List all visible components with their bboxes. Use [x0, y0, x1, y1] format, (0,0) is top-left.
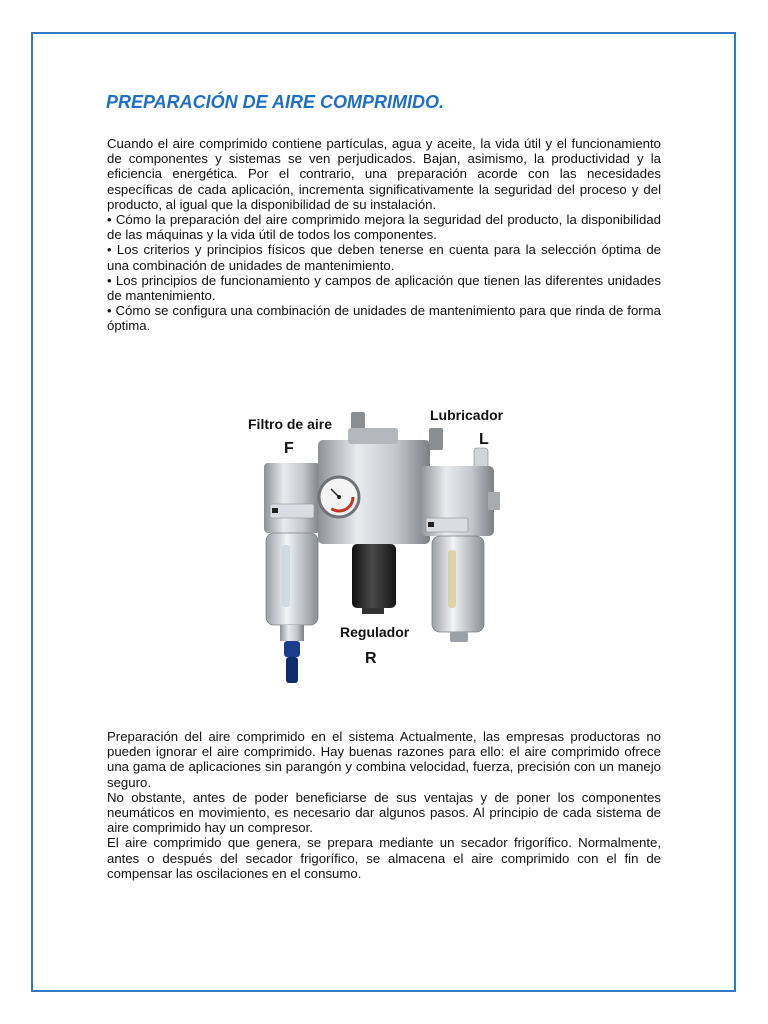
- lubricator-letter: L: [479, 431, 489, 448]
- body-paragraph: Preparación del aire comprimido en el sistema Actualmente, las empresas productoras no pueden ignorar el aire comprimido. Hay buenas razones para ello: el aire comprimido ofrece una gama de aplicaciones sin parangón y combina velocidad, fuerza, precisión con un manejo seguro.: [107, 729, 661, 790]
- lubricator-label: Lubricador: [430, 407, 504, 423]
- air-filter-unit: [264, 463, 320, 683]
- intro-text: [107, 136, 661, 334]
- regulator-letter: R: [365, 650, 377, 667]
- bullet-item: • Cómo la preparación del aire comprimido mejora la seguridad del producto, la disponibilidad de las máquinas y la vida útil de todos los componentes.: [107, 212, 661, 243]
- regulator-label: Regulador: [340, 624, 410, 640]
- regulator-unit: [318, 428, 430, 614]
- filter-label: Filtro de aire: [248, 416, 333, 432]
- bullet-item: • Los criterios y principios físicos que deben tenerse en cuenta para la selección óptima de una combinación de unidades de mantenimiento.: [107, 242, 661, 273]
- intro-paragraph: Cuando el aire comprimido contiene partículas, agua y aceite, la vida útil y el funcionamiento de componentes y sistemas se ven perjudicados. Bajan, asimismo, la productividad y la eficiencia energética. Por el contrario, una preparación acorde con las necesidades específicas de cada aplicación, incrementa significativamente la seguridad del proceso y del producto, al igual que la disponibilidad de su instalación.: [107, 136, 661, 212]
- page-title: PREPARACIÓN DE AIRE COMPRIMIDO.: [106, 92, 445, 112]
- bullet-item: • Los principios de funcionamiento y campos de aplicación que tienen las diferentes unidades de mantenimiento.: [107, 272, 661, 304]
- frl-unit-figure: [236, 400, 526, 712]
- mounting-bracket-right: [429, 428, 443, 450]
- filter-letter: F: [284, 440, 294, 457]
- body-paragraph: El aire comprimido que genera, se prepara mediante un secador frigorífico. Normalmente, antes o después del secador frigorífico, se almacena el aire comprimido con el fin de compensar las oscilaciones en el consumo.: [107, 835, 661, 881]
- lubricator-unit: [420, 448, 500, 642]
- bullet-item: • Cómo se configura una combinación de unidades de mantenimiento para que rinda de forma óptima.: [107, 303, 661, 334]
- body-paragraph: No obstante, antes de poder beneficiarse de sus ventajas y de poner los componentes neumáticos en movimiento, es necesario dar algunos pasos. Al principio de cada sistema de aire comprimido hay un compresor.: [107, 789, 661, 836]
- body-text: [107, 729, 661, 881]
